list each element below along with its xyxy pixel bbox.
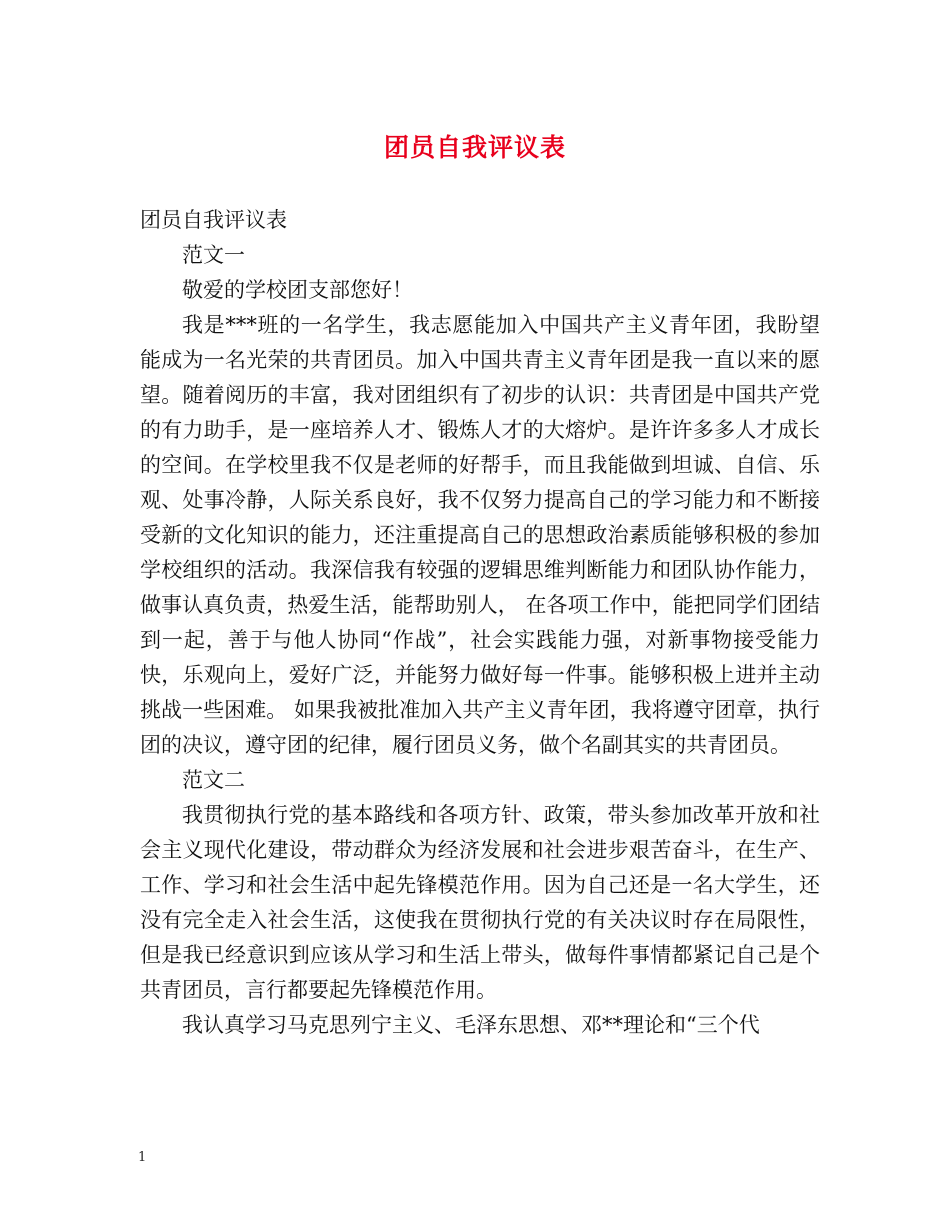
subtitle-paragraph: 团员自我评议表 [140,208,287,232]
sample-two-heading: 范文二 [182,768,245,792]
sample-two-continuation: 我认真学习马克思列宁主义、毛泽东思想、邓**理论和“三个代 [182,1013,760,1037]
document-title: 团员自我评议表 [383,133,566,162]
greeting-paragraph: 敬爱的学校团支部您好！ [182,278,413,302]
document-body [140,203,820,1043]
sample-one-heading: 范文一 [182,243,245,267]
sample-two-body: 我贯彻执行党的基本路线和各项方针、政策，带头参加改革开放和社会主义现代化建设，带动群众为经济发展和社会进步艰苦奋斗，在生产、工作、学习和社会生活中起先锋模范作用。因为自己还是一名大学生，还没有完全走入社会生活，这使我在贯彻执行党的有关决议时存在局限性，但是我已经意识到应该从学习和生活上带头，做每件事情都紧记自己是个共青团员，言行都要起先锋模范作用。 [140,803,820,1002]
page-number: 1 [138,1150,147,1165]
sample-one-body: 我是***班的一名学生，我志愿能加入中国共产主义青年团，我盼望能成为一名光荣的共青团员。加入中国共青主义青年团是我一直以来的愿望。随着阅历的丰富，我对团组织有了初步的认识：共青团是中国共产党的有力助手，是一座培养人才、锻炼人才的大熔炉。是许许多多人才成长的空间。在学校里我不仅是老师的好帮手，而且我能做到坦诚、自信、乐观、处事冷静，人际关系良好，我不仅努力提高自己的学习能力和不断接受新的文化知识的能力，还注重提高自己的思想政治素质能够积极的参加学校组织的活动。我深信我有较强的逻辑思维判断能力和团队协作能力，做事认真负责，热爱生活，能帮助别人， 在各项工作中，能把同学们团结到一起，善于与他人协同“作战”，社会实践能力强，对新事物接受能力快，乐观向上，爱好广泛，并能努力做好每一件事。能够积极上进并主动挑战一些困难。 如果我被批准加入共产主义青年团，我将遵守团章，执行团的决议，遵守团的纪律，履行团员义务，做个名副其实的共青团员。 [140,313,820,757]
